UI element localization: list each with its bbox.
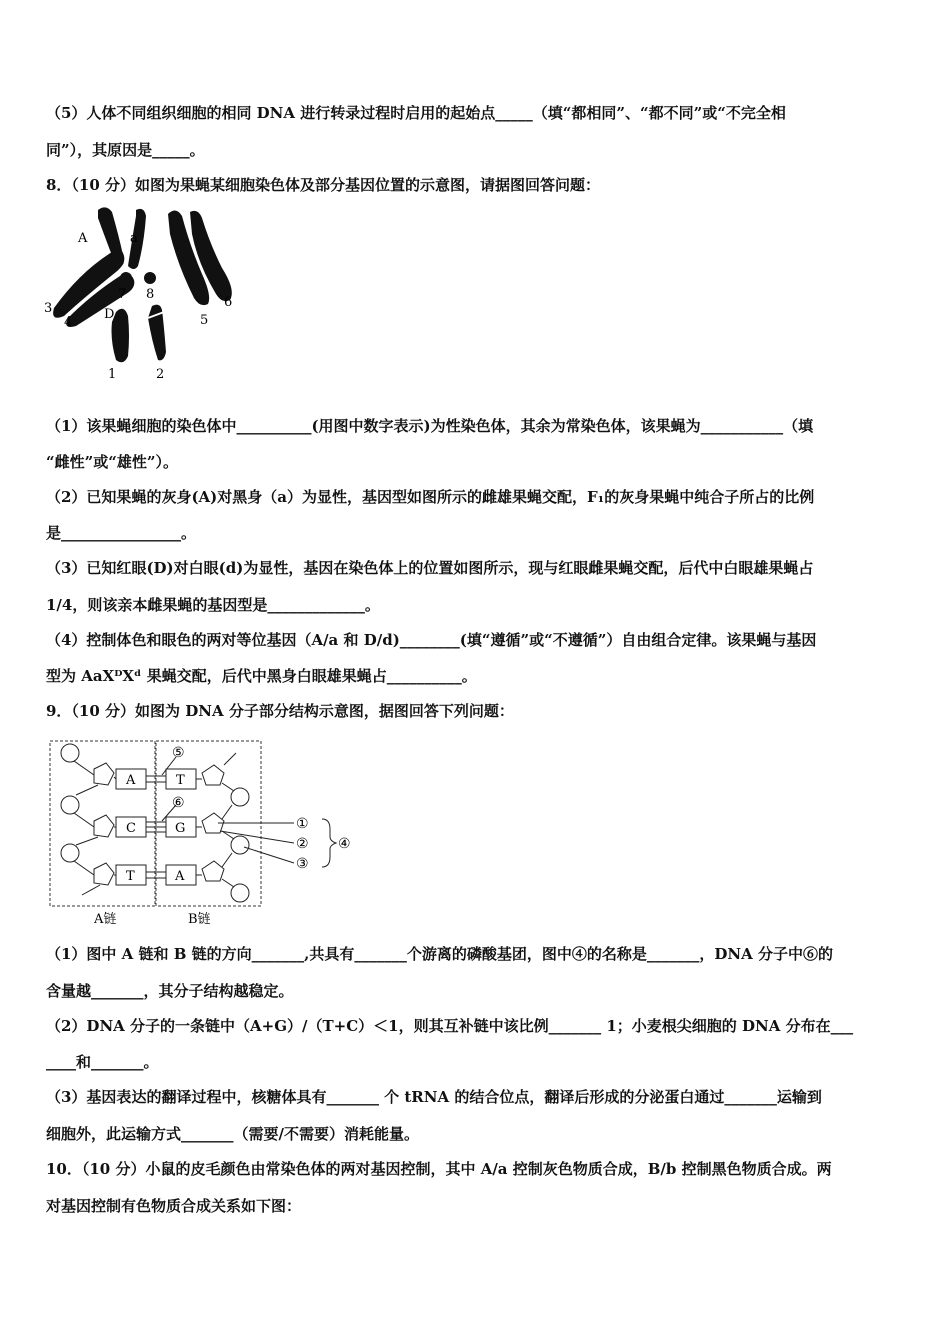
sugar-a2: [94, 815, 114, 837]
phosphate-a2: [61, 796, 79, 814]
brace-4: [322, 819, 336, 867]
base-T1: T: [176, 773, 185, 788]
number-3: 3: [44, 301, 53, 316]
q9-p2-line1: （2）DNA 分子的一条链中（A+G）/（T+C）＜1，则其互补链中该比例_______ 1；小麦根尖细胞的 DNA 分布在___: [46, 1017, 854, 1035]
label-2: ②: [296, 836, 309, 852]
q8-p4-line2: 型为 AaXᴰXᵈ 果蝇交配，后代中黑身白眼雄果蝇占__________。: [46, 667, 477, 685]
number-8: 8: [146, 287, 155, 302]
base-C: C: [126, 821, 136, 836]
q9-p1-line2: 含量越_______，其分子结构越稳定。: [46, 982, 294, 1000]
base-A1: A: [126, 773, 136, 788]
label-3: ③: [296, 856, 309, 872]
sugar-b1: [202, 765, 224, 785]
q8-p3-line2: 1/4，则该亲本雌果蝇的基因型是_____________。: [46, 596, 380, 614]
q8-p1-line2: “雌性”或“雄性”）。: [46, 453, 179, 471]
q9-p3-line2: 细胞外，此运输方式_______（需要/不需要）消耗能量。: [46, 1125, 419, 1143]
base-G: G: [175, 821, 186, 836]
label-6: ⑥: [172, 795, 185, 811]
label-1: ①: [296, 816, 309, 832]
q9-p2-line2: ____和_______。: [46, 1053, 159, 1071]
base-A2: A: [175, 869, 185, 884]
number-1: 1: [108, 367, 117, 382]
fruitfly-chromosome-figure: [40, 200, 250, 385]
number-2: 2: [156, 367, 165, 382]
chain-a-label: A链: [94, 912, 117, 927]
q7-p5-line2: 同”），其原因是_____。: [46, 141, 205, 159]
q8-p2-line1: （2）已知果蝇的灰身(A)对黑身（a）为显性，基因型如图所示的雌雄果蝇交配，F₁的灰身果蝇中纯合子所占的比例: [46, 488, 815, 506]
phosphate-a1: [61, 744, 79, 762]
q9-p1-line1: （1）图中 A 链和 B 链的方向_______,共具有_______个游离的磷酸基团，图中④的名称是_______，DNA 分子中⑥的: [46, 945, 833, 963]
number-4: 4: [64, 315, 73, 330]
gene-label-A: A: [78, 231, 88, 246]
gene-label-D: D: [104, 307, 115, 322]
gene-label-a: a: [130, 231, 138, 246]
label-5: ⑤: [172, 745, 185, 761]
q8-header: 8．（10 分）如图为果蝇某细胞染色体及部分基因位置的示意图，请据图回答问题：: [46, 176, 601, 194]
q8-p2-line2: 是________________。: [46, 524, 197, 542]
pointer-3: [244, 847, 294, 863]
q10-line2: 对基因控制有色物质合成关系如下图：: [46, 1197, 302, 1215]
q8-p3-line1: （3）已知红眼(D)对白眼(d)为显性，基因在染色体上的位置如图所示，现与红眼雌果蝇交配，后代中白眼雄果蝇占: [46, 559, 814, 577]
q9-header: 9．（10 分）如图为 DNA 分子部分结构示意图，据图回答下列问题：: [46, 702, 514, 720]
number-7: 7: [118, 287, 127, 302]
number-5: 5: [200, 313, 209, 328]
dna-structure-figure: [44, 735, 349, 930]
q7-p5-line1: （5）人体不同组织细胞的相同 DNA 进行转录过程时启用的起始点_____（填“都相同”、“都不同”或“不完全相: [46, 104, 786, 122]
sugar-b3: [202, 861, 224, 881]
sugar-a1: [94, 763, 114, 785]
chain-b-label: B链: [188, 912, 211, 927]
phosphate-a3: [61, 844, 79, 862]
sugar-a3: [94, 863, 114, 885]
label-4: ④: [338, 836, 351, 852]
number-6: 6: [224, 295, 233, 310]
q8-p4-line1: （4）控制体色和眼色的两对等位基因（A/a 和 D/d)________(填“遵循”或“不遵循”）自由组合定律。该果蝇与基因: [46, 631, 817, 649]
q9-p3-line1: （3）基因表达的翻译过程中，核糖体具有_______ 个 tRNA 的结合位点，翻译后形成的分泌蛋白通过_______运输到: [46, 1088, 822, 1106]
q8-p1-line1: （1）该果蝇细胞的染色体中__________(用图中数字表示)为性染色体，其余为常染色体，该果蝇为___________（填: [46, 417, 814, 435]
chromosome-8: [144, 272, 156, 284]
base-T2: T: [126, 869, 135, 884]
q10-line1: 10．（10 分）小鼠的皮毛颜色由常染色体的两对基因控制，其中 A/a 控制灰色物质合成，B/b 控制黑色物质合成。两: [46, 1160, 832, 1178]
chromosome-7: [120, 272, 132, 284]
